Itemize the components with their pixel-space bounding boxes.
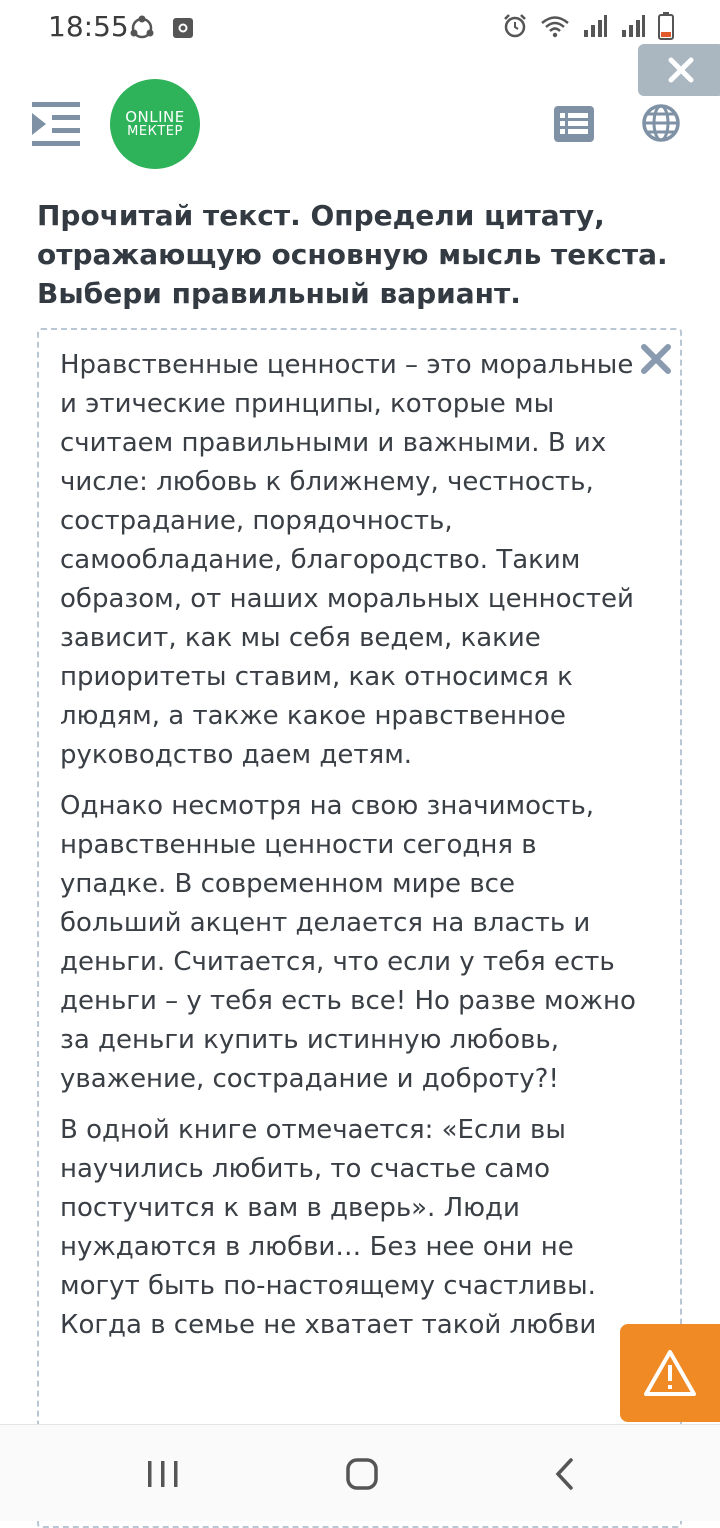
menu-toggle-icon[interactable] <box>30 100 82 148</box>
warning-icon <box>643 1349 697 1397</box>
onlinemektep-logo[interactable] <box>110 79 200 169</box>
status-left-icons <box>128 14 194 42</box>
status-time: 18:55 <box>48 10 129 43</box>
text-paragraph: Нравственные ценности – это моральные и этические принципы, которые мы считаем правильными и важными. В их числе: любовь к ближнему, честность, сострадание, порядочность, самообладание, благородство. Таким образом, от наших моральных ценностей зависит, как мы себя ведем, какие приоритеты ставим, как относимся к людям, а также какое нравственное руководство даем детям. <box>60 350 634 770</box>
text-paragraph: В одной книге отмечается: «Если вы научились любить, то счастье само постучится к вам в дверь». Люди нуждаются в любви… Без нее они не могут быть по-настоящему счастливы. Когда в семье не хватает такой любви <box>60 1115 597 1340</box>
screen-record-icon <box>172 17 194 39</box>
reading-text-box <box>37 328 682 1528</box>
task-instruction: Прочитай текст. Определи цитату, отражающую основную мысль текста. Выбери правильный вариант. <box>37 199 668 310</box>
status-right-icons <box>502 12 674 40</box>
logo-line1: ONLINE <box>125 108 185 126</box>
report-problem-button[interactable] <box>620 1324 720 1422</box>
battery-icon <box>658 12 674 40</box>
status-bar <box>0 0 720 54</box>
globe-icon[interactable] <box>641 103 681 143</box>
close-tab-button[interactable] <box>638 44 720 96</box>
task-list-icon[interactable] <box>554 106 594 142</box>
recent-apps-icon[interactable] <box>145 1459 181 1489</box>
sync-icon <box>128 14 156 42</box>
back-icon[interactable] <box>553 1457 575 1491</box>
logo-line2: МЕКТЕР <box>127 124 183 139</box>
reading-text <box>60 346 640 1357</box>
close-icon <box>666 55 696 85</box>
home-icon[interactable] <box>345 1457 379 1491</box>
alarm-icon <box>502 13 528 39</box>
signal-icon <box>582 14 608 38</box>
signal-icon-2 <box>620 14 646 38</box>
text-paragraph: Однако несмотря на свою значимость, нравственные ценности сегодня в упадке. В современном мире все больший акцент делается на власть и деньги. Считается, что если у тебя есть деньги – у тебя есть все! Но разве можно за деньги купить истинную любовь, уважение, сострадание и доброту?! <box>60 791 636 1094</box>
android-navigation-bar <box>0 1424 720 1521</box>
wifi-icon <box>540 14 570 38</box>
close-text-icon[interactable] <box>639 342 673 376</box>
